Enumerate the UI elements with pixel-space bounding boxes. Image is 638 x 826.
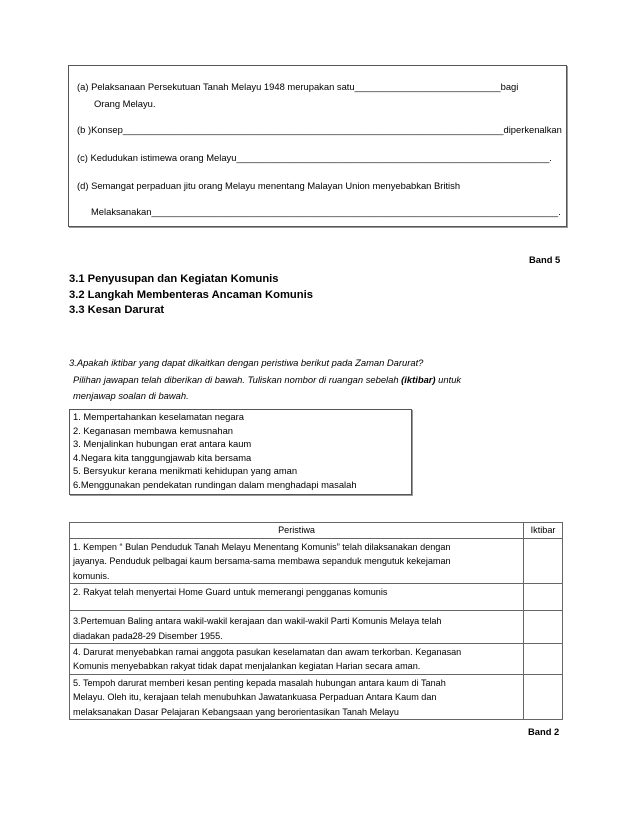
section-headings	[69, 272, 313, 319]
peristiwa-cell	[70, 644, 524, 675]
peristiwa-line: 3.Pertemuan Baling antara wakil-wakil kerajaan dan wakil-wakil Parti Komunis Melaya telah	[73, 616, 442, 627]
iktibar-answer-cell[interactable]	[524, 674, 563, 719]
peristiwa-line: 4. Darurat menyebabkan ramai anggota pasukan keselamatan dan awam terkorban. Keganasan	[73, 647, 462, 658]
instruction-line2-post: untuk	[435, 373, 462, 385]
iktibar-answer-cell[interactable]	[524, 584, 563, 611]
band-label-top: Band 5	[529, 254, 561, 265]
option-item: 5. Bersyukur kerana menikmati kehidupan yang aman	[73, 465, 298, 477]
peristiwa-line: Melayu. Oleh itu, kerajaan telah menubuhkan Jawatankuasa Perpaduan Antara Kaum dan	[73, 692, 437, 703]
option-item: 3. Menjalinkan hubungan erat antara kaum	[73, 438, 252, 450]
question-a-line2: Orang Melayu.	[94, 98, 156, 109]
iktibar-answer-cell[interactable]	[524, 644, 563, 675]
peristiwa-line: melaksanakan Dasar Pelajaran Kebangsaan yang berorientasikan Tanah Melayu	[73, 706, 399, 717]
table-row	[70, 674, 563, 719]
peristiwa-cell	[70, 584, 524, 611]
instruction-text	[69, 355, 461, 405]
option-item: 1. Mempertahankan keselamatan negara	[73, 411, 244, 422]
option-item: 2. Keganasan membawa kemusnahan	[73, 424, 233, 436]
heading-3-3: 3.3 Kesan Darurat	[69, 304, 165, 316]
peristiwa-line: 5. Tempoh darurat memberi kesan penting kepada masalah hubungan antara kaum di Tanah	[73, 677, 446, 688]
table-row	[70, 644, 563, 675]
question-a-line1: (a) Pelaksanaan Persekutuan Tanah Melayu 1948 merupakan satu____________________________bagi	[77, 81, 519, 92]
heading-3-2: 3.2 Langkah Membenteras Ancaman Komunis	[69, 288, 313, 301]
iktibar-answer-cell[interactable]	[524, 539, 563, 584]
peristiwa-line: diadakan pada28-29 Disember 1955.	[73, 630, 223, 641]
peristiwa-table	[69, 522, 563, 720]
table-row	[70, 539, 563, 584]
peristiwa-line: Komunis menyebabkan rakyat tidak dapat menjalankan kegiatan Harian secara aman.	[73, 661, 421, 672]
option-item: 6.Menggunakan pendekatan rundingan dalam menghadapi masalah	[73, 478, 357, 490]
instruction-line2-pre: Pilihan jawapan telah diberikan di bawah. Tuliskan nombor di ruangan sebelah	[73, 373, 402, 385]
table-row	[70, 611, 563, 644]
question-c: (c) Kedudukan istimewa orang Melayu____________________________________________________________.	[77, 152, 552, 163]
peristiwa-cell	[70, 674, 524, 719]
fill-in-blank-box	[68, 65, 567, 227]
options-box	[69, 409, 412, 495]
table-row	[70, 584, 563, 611]
question-d-line1: (d) Semangat perpaduan jitu orang Melayu menentang Malayan Union menyebabkan British	[77, 180, 461, 191]
peristiwa-line: jayanya. Penduduk pelbagai kaum bersama-sama membawa sepanduk mengutuk kekejaman	[73, 556, 451, 567]
column-header-peristiwa: Peristiwa	[70, 523, 524, 539]
table-header-row	[70, 523, 563, 539]
peristiwa-cell	[70, 539, 524, 584]
peristiwa-line: komunis.	[73, 570, 110, 581]
instruction-line2-bold: (iktibar)	[401, 373, 436, 385]
band-label-bottom: Band 2	[528, 726, 560, 737]
peristiwa-cell	[70, 611, 524, 644]
column-header-iktibar: Iktibar	[524, 523, 563, 539]
question-d-line2: Melaksanakan______________________________________________________________________________.	[91, 206, 561, 217]
question-b: (b )Konsep_________________________________________________________________________diperkenalkan	[77, 124, 562, 135]
peristiwa-line: 1. Kempen “ Bulan Penduduk Tanah Melayu Menentang Komunis” telah dilaksanakan dengan	[73, 542, 451, 552]
instruction-line1: 3.Apakah iktibar yang dapat dikaitkan dengan peristiwa berikut pada Zaman Darurat?	[69, 357, 424, 368]
heading-3-1: 3.1 Penyusupan dan Kegiatan Komunis	[69, 273, 279, 285]
peristiwa-line: 2. Rakyat telah menyertai Home Guard untuk memerangi pengganas komunis	[73, 587, 388, 598]
instruction-line3: menjawap soalan di bawah.	[73, 390, 189, 401]
iktibar-answer-cell[interactable]	[524, 611, 563, 644]
option-item: 4.Negara kita tanggungjawab kita bersama	[73, 451, 252, 463]
instruction-line2	[69, 372, 461, 389]
